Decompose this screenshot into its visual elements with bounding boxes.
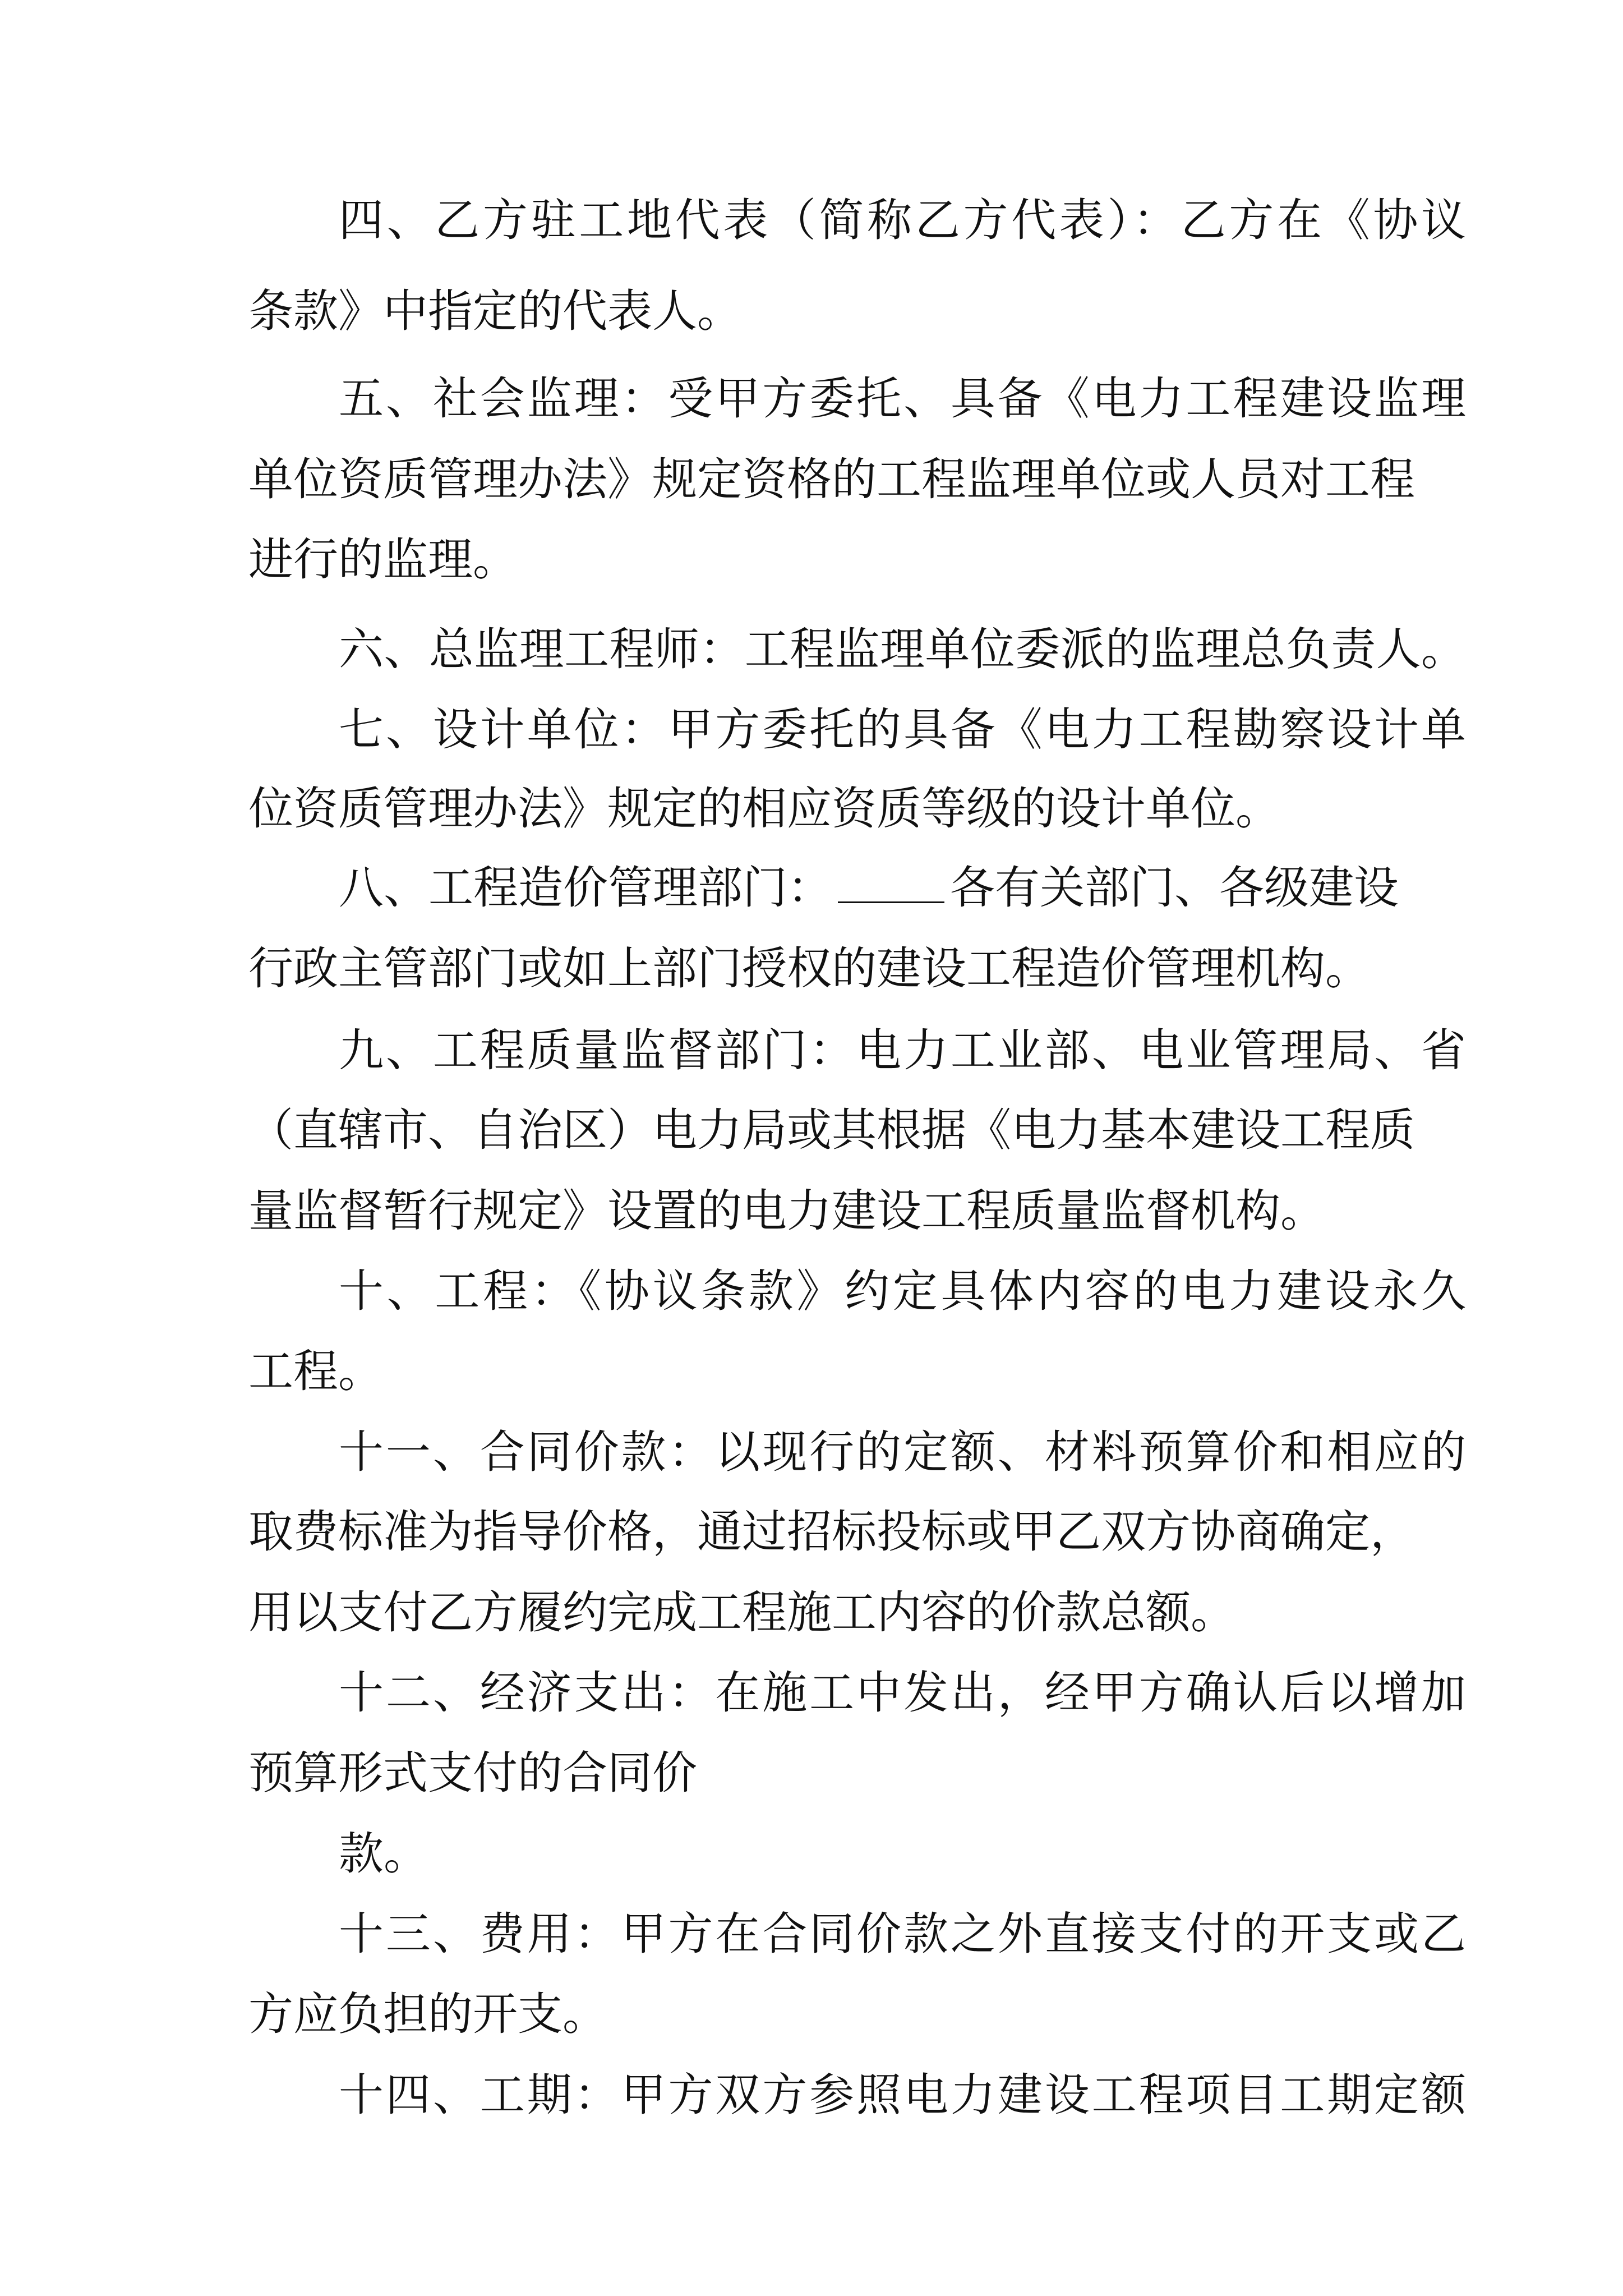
line-text: 五、社会监理：受甲方委托、具备《电力工程建设监理 [339,372,1466,425]
line-text: 方应负担的开支。 [248,1988,607,2040]
text-line [0,362,1623,435]
text-line [0,1898,1623,1971]
line-text: 款。 [339,1828,428,1880]
line-text: 各有关部门、各级建设 [950,862,1399,914]
text-line [0,772,1623,845]
text-line [0,852,1623,924]
line-text: （直辖市、自治区）电力局或其根据《电力基本建设工程质 [248,1104,1415,1156]
text-line [0,275,1623,348]
text-line [0,1496,1623,1568]
line-text: 十四、工期：甲方双方参照电力建设工程项目工期定额 [339,2069,1466,2121]
text-line [0,1175,1623,1248]
line-text: 预算形式支付的合同价 [248,1747,697,1799]
line-text: 进行的监理。 [248,533,518,586]
line-text: 九、工程质量监督部门：电力工业部、电业管理局、省 [339,1024,1466,1076]
text-line [0,1335,1623,1408]
text-line [0,1094,1623,1167]
line-text: 量监督暂行规定》设置的电力建设工程质量监督机构。 [248,1185,1325,1237]
text-line [0,184,1623,257]
line-text: 四、乙方驻工地代表（简称乙方代表）：乙方在《协议 [339,194,1466,246]
line-text: 八、工程造价管理部门： [339,862,832,914]
line-text: 十一、合同价款：以现行的定额、材料预算价和相应的 [339,1426,1466,1478]
text-line [0,1576,1623,1649]
line-text: 十二、经济支出：在施工中发出，经甲方确认后以增加 [339,1667,1466,1719]
text-line [0,613,1623,686]
text-line [0,443,1623,516]
text-line [0,1737,1623,1810]
text-line [0,1978,1623,2051]
line-text: 六、总监理工程师：工程监理单位委派的监理总负责人。 [339,623,1466,675]
line-text: 单位资质管理办法》规定资格的工程监理单位或人员对工程 [248,453,1415,505]
text-line [0,1255,1623,1328]
line-text: 行政主管部门或如上部门授权的建设工程造价管理机构。 [248,942,1370,995]
text-line [0,1014,1623,1087]
line-text: 十三、费用：甲方在合同价款之外直接支付的开支或乙 [339,1908,1466,1960]
line-text: 七、设计单位：甲方委托的具备《电力工程勘察设计单 [339,703,1466,756]
text-line [0,932,1623,1005]
text-line [0,523,1623,596]
text-line [0,2059,1623,2132]
text-line [0,1818,1623,1890]
fill-in-blank [838,862,944,903]
line-text: 用以支付乙方履约完成工程施工内容的价款总额。 [248,1586,1235,1639]
text-line [0,1416,1623,1489]
text-line [0,693,1623,766]
line-text: 取费标准为指导价格，通过招标投标或甲乙双方协商确定， [248,1506,1415,1558]
line-text: 十、工程：《协议条款》约定具体内容的电力建设永久 [339,1265,1466,1317]
line-text: 条款》中指定的代表人。 [248,285,742,337]
line-text: 位资质管理办法》规定的相应资质等级的设计单位。 [248,783,1280,835]
line-text: 工程。 [248,1345,383,1397]
text-line [0,1657,1623,1729]
